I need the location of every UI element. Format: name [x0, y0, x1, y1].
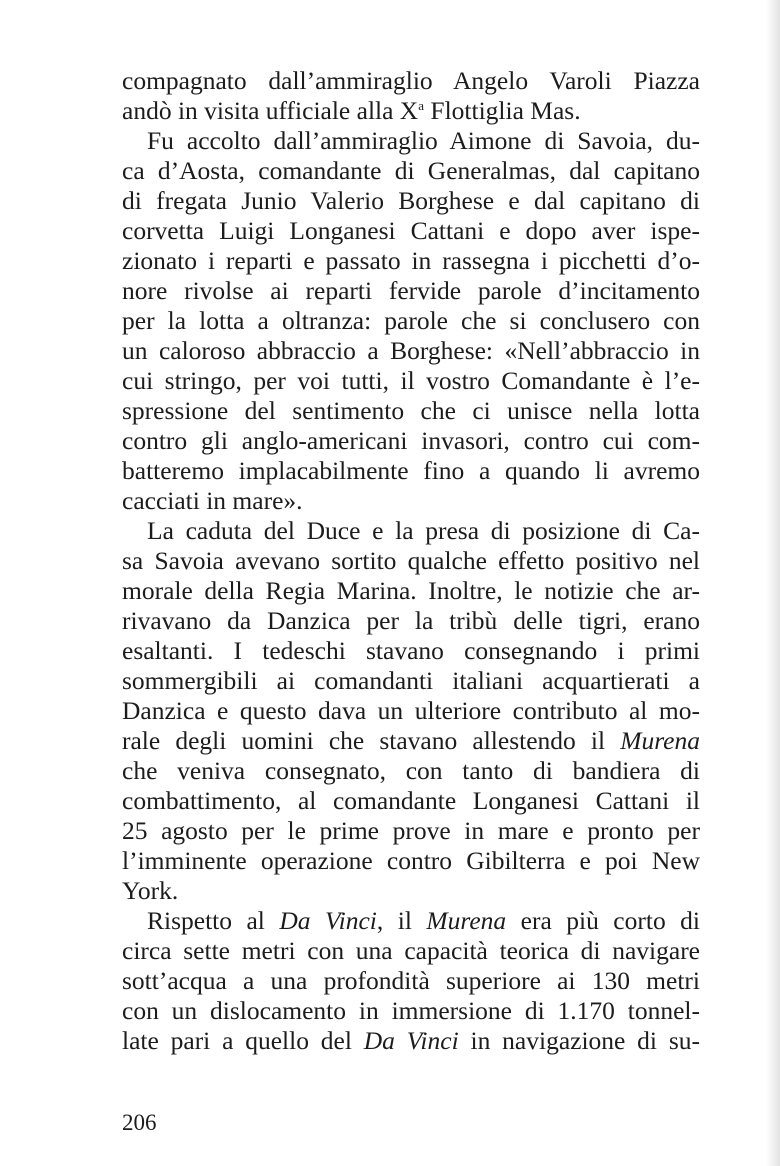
text-segment: Danzica e questo dava un ulteriore contributo al mo- — [122, 696, 700, 725]
text-segment: con un dislocamento in immersione di 1.170 tonnel- — [122, 996, 700, 1025]
text-segment: contro gli anglo-americani invasori, contro cui com- — [122, 426, 700, 455]
italic-text: Da Vinci — [279, 906, 377, 935]
text-line — [122, 636, 700, 666]
text-line — [122, 696, 700, 726]
text-line — [122, 426, 700, 456]
text-line — [122, 576, 700, 606]
text-segment: nore rivolse ai reparti fervide parole d’incitamento — [122, 276, 700, 305]
text-segment: l’imminente operazione contro Gibilterra e poi New — [122, 846, 700, 875]
text-segment: compagnato dall’ammiraglio Angelo Varoli Piazza — [122, 66, 700, 95]
text-segment: batteremo implacabilmente fino a quando li avremo — [122, 456, 700, 485]
text-segment: esaltanti. I tedeschi stavano consegnando i primi — [122, 636, 700, 665]
text-line — [122, 756, 700, 786]
text-line — [122, 66, 700, 96]
italic-text: Murena — [620, 726, 700, 755]
text-segment: spressione del sentimento che ci unisce nella lotta — [122, 396, 700, 425]
italic-text: Murena — [426, 906, 507, 935]
text-segment: Rispetto al — [147, 906, 280, 935]
superscript: a — [418, 98, 425, 113]
text-line — [122, 456, 700, 486]
text-line — [122, 516, 700, 546]
text-line — [122, 1026, 700, 1056]
text-line — [122, 246, 700, 276]
text-line — [122, 546, 700, 576]
text-segment: che veniva consegnato, con tanto di bandiera di — [122, 756, 700, 785]
text-segment: corvetta Luigi Longanesi Cattani e dopo aver ispe- — [122, 216, 700, 245]
text-line — [122, 396, 700, 426]
text-segment: un caloroso abbraccio a Borghese: «Nell’abbraccio in — [122, 336, 700, 365]
page-number: 206 — [122, 1110, 157, 1135]
text-segment: , il — [376, 906, 427, 935]
text-segment: cui stringo, per voi tutti, il vostro Comandante è l’e- — [122, 366, 700, 395]
text-segment: ca d’Aosta, comandante di Generalmas, dal capitano — [122, 156, 700, 185]
text-line — [122, 816, 700, 846]
text-line — [122, 186, 700, 216]
text-segment: rivavano da Danzica per la tribù delle tigri, erano — [122, 606, 700, 635]
text-line — [122, 216, 700, 246]
text-segment: late pari a quello del — [122, 1026, 364, 1055]
text-line — [122, 666, 700, 696]
text-line — [122, 366, 700, 396]
text-segment: di fregata Junio Valerio Borghese e dal capitano di — [122, 186, 700, 215]
text-segment: York. — [122, 876, 179, 905]
text-line — [122, 126, 700, 156]
text-segment: in navigazione di su- — [458, 1026, 700, 1055]
text-line — [122, 156, 700, 186]
text-segment: sommergibili ai comandanti italiani acquartierati a — [122, 666, 700, 695]
text-line — [122, 726, 700, 756]
text-line — [122, 876, 700, 906]
body-text — [122, 66, 700, 1056]
text-segment: La caduta del Duce e la presa di posizione di Ca- — [147, 516, 700, 545]
text-segment: 25 agosto per le prime prove in mare e pronto per — [122, 816, 700, 845]
text-segment: era più corto di — [506, 906, 700, 935]
text-line — [122, 306, 700, 336]
text-segment: rale degli uomini che stavano allestendo il — [122, 726, 621, 755]
text-segment: sa Savoia avevano sortito qualche effetto positivo nel — [122, 546, 700, 575]
text-segment: andò in visita ufficiale alla X — [122, 96, 419, 125]
text-line — [122, 276, 700, 306]
text-line — [122, 966, 700, 996]
text-line — [122, 936, 700, 966]
text-segment: cacciati in mare». — [122, 486, 303, 515]
text-segment: per la lotta a oltranza: parole che si conclusero con — [122, 306, 700, 335]
text-segment: Fu accolto dall’ammiraglio Aimone di Savoia, du- — [147, 126, 700, 155]
text-line — [122, 906, 700, 936]
text-line — [122, 996, 700, 1026]
text-line — [122, 606, 700, 636]
italic-text: Da Vinci — [363, 1026, 459, 1055]
text-segment: sott’acqua a una profondità superiore ai 130 metri — [122, 966, 700, 995]
text-line — [122, 486, 700, 516]
text-segment: zionato i reparti e passato in rassegna i picchetti d’o- — [122, 246, 700, 275]
text-line — [122, 96, 700, 126]
text-segment: combattimento, al comandante Longanesi Cattani il — [122, 786, 700, 815]
text-line — [122, 846, 700, 876]
text-segment: morale della Regia Marina. Inoltre, le notizie che ar- — [122, 576, 700, 605]
text-line — [122, 336, 700, 366]
text-segment: circa sette metri con una capacità teorica di navigare — [122, 936, 700, 965]
text-line — [122, 786, 700, 816]
text-segment: Flottiglia Mas. — [424, 96, 581, 125]
page-edge-shadow — [766, 0, 780, 1166]
